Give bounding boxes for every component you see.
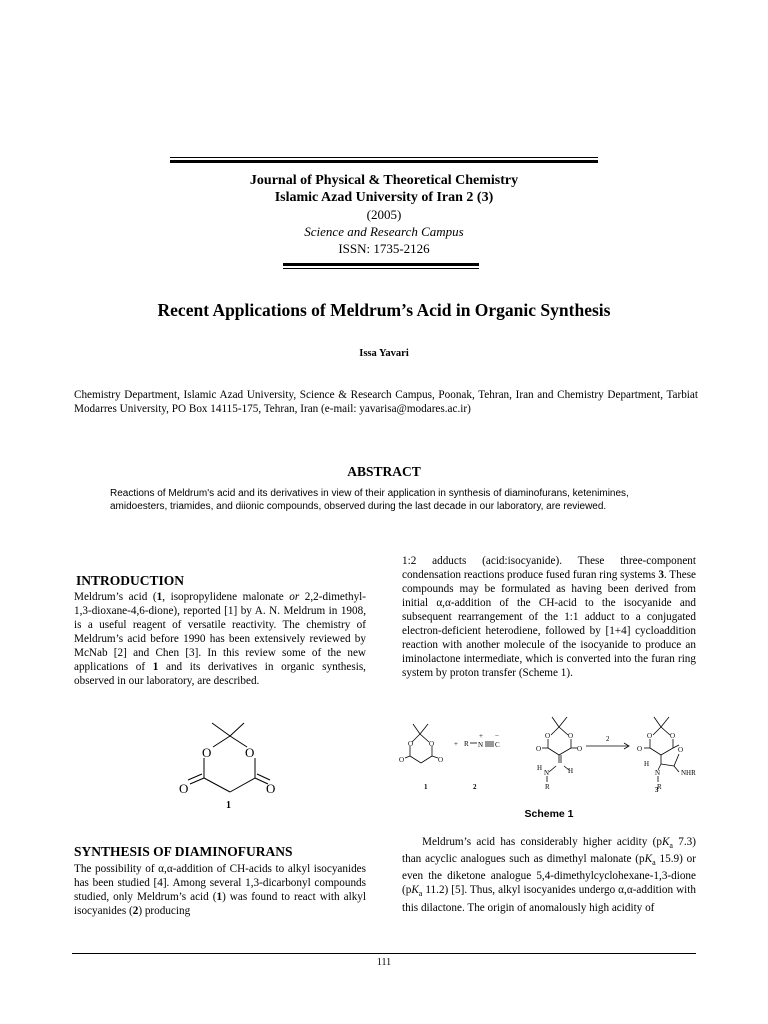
compound-ref: 2: [132, 904, 139, 917]
scheme-caption: Scheme 1: [524, 808, 574, 820]
header-rule-top-thin: [170, 157, 598, 158]
plus-sign: +: [454, 740, 458, 748]
compound-ref: 3: [658, 568, 664, 581]
charge-negative: −: [495, 732, 499, 740]
atom-hydrogen: H: [644, 760, 650, 768]
bond: [674, 754, 679, 766]
diaminofurans-body: [74, 863, 366, 919]
right-column-text-top: [402, 555, 696, 681]
atom-oxygen: O: [678, 746, 684, 754]
atom-oxygen: O: [266, 781, 276, 796]
right-paragraph-1: 1:2 adducts (acid:isocyanide). These three-component condensation reactions produce fused furan ring systems 3. These compounds may be formulated as having been derived from initial α,α-addition of the CH-acid to the isocyanide and subsequent rearrangement of the 1:1 adduct to a conjugated electron-deficient heterodiene, followed by [1+4] cycloaddition reaction with another molecule of the isocyanide to produce an iminolactone intermediate, which is converted into the furan ring system by proton transfer (Scheme 1).: [402, 555, 697, 679]
page-number: 111: [376, 957, 392, 968]
atom-oxygen: O: [202, 745, 212, 760]
header-rule-bottom-thin: [283, 268, 479, 269]
journal-name: Journal of Physical & Theoretical Chemistry: [249, 173, 519, 188]
bond: [661, 764, 674, 766]
atom-hydrogen: H: [568, 767, 574, 775]
bond: [412, 734, 420, 742]
atom-oxygen: O: [670, 732, 676, 740]
atom-nitrogen: N: [544, 769, 550, 777]
right-column-text-bottom: [402, 836, 696, 915]
journal-header: [168, 172, 600, 257]
journal-campus: Science and Research Campus: [304, 224, 464, 239]
bond: [230, 723, 244, 736]
compound-label: 2: [473, 783, 477, 791]
abstract-heading: ABSTRACT: [347, 464, 421, 479]
bond: [257, 774, 270, 780]
bond: [212, 723, 230, 736]
article-title: Recent Applications of Meldrum’s Acid in Organic Synthesis: [157, 300, 611, 320]
bond: [190, 778, 204, 784]
introduction-body: [74, 591, 366, 689]
bond: [650, 748, 661, 755]
bond: [653, 727, 661, 735]
diaminofurans-heading: SYNTHESIS OF DIAMINOFURANS: [74, 844, 293, 859]
bond: [661, 727, 670, 735]
atom-oxygen: O: [545, 732, 551, 740]
introduction-paragraph: Meldrum’s acid (1, isopropylidene malonate or 2,2-dimethyl-1,3-dioxane-4,6-dione), reported [1] by A. N. Meldrum in 1908, is a useful reagent of versatile reactivity. The chemistry of Meldrum’s acid before 1990 has been extensively reviewed by McNab [2] and Chen [3]. In this review some of the new applications of 1 and its derivatives in organic synthesis, observed in our laboratory, are described.: [74, 591, 366, 687]
atom-oxygen: O: [568, 732, 574, 740]
abstract-text: Reactions of Meldrum's acid and its derivatives in view of their application in synthesis of diaminofurans, ketenimines, amidoesters, triamides, and diionic compounds, observed during the last decade in our laboratory, are reviewed.: [110, 488, 629, 513]
article-author: Issa Yavari: [359, 348, 409, 359]
compound-label: 3: [655, 786, 659, 794]
atom-oxygen: O: [536, 745, 542, 753]
journal-issn: ISSN: 1735-2126: [338, 241, 430, 256]
bond: [559, 717, 567, 727]
scheme-1-diagram: [396, 710, 701, 800]
compound-label: 1: [424, 783, 428, 791]
atom-oxygen: O: [438, 756, 444, 764]
atom-r: R: [464, 740, 469, 748]
bond: [548, 748, 559, 755]
diaminofurans-paragraph: The possibility of α,α-addition of CH-acids to alkyl isocyanides has been studied [4]. Among several 1,3-dicarbonyl compounds studied, only Meldrum’s acid (1) was found to react with alkyl isocyanides (2) producing: [74, 863, 366, 917]
bond: [661, 717, 669, 727]
compound-ref: 1: [216, 890, 223, 903]
compound-ref: 1: [152, 660, 159, 673]
atom-r: R: [657, 783, 662, 791]
compound-label: 1: [226, 800, 231, 811]
bond: [421, 756, 432, 763]
article-affiliation: Chemistry Department, Islamic Azad University, Science & Research Campus, Poonak, Tehran, Iran and Chemistry Department, Tarbiat Modarres University, PO Box 14115-175, Tehran, Iran (e-mail: yavarisa@modares.ac.ir): [74, 389, 698, 415]
bond: [674, 766, 679, 772]
group-nhr: NHR: [681, 769, 696, 777]
bond: [654, 717, 661, 727]
bond: [559, 748, 571, 755]
atom-carbon: C: [495, 741, 500, 749]
bond: [188, 774, 202, 780]
bond: [661, 748, 673, 755]
bond: [204, 778, 230, 792]
charge-positive: +: [479, 732, 483, 740]
atom-oxygen: O: [179, 781, 189, 796]
atom-r: R: [545, 783, 550, 791]
atom-oxygen: O: [408, 740, 414, 748]
bond: [413, 724, 420, 734]
right-paragraph-2: Meldrum’s acid has considerably higher acidity ($pK_a$ 7.3) than acyclic analogues such as dimethyl malonate ($pK_a$ 15.9) or even the diketone analogue 5,4-dimethylcyclohexane-1,3-dione ($pK_a$ 11.2) [5]. Thus, alkyl isocyanides undergo α,α-addition with this dilactone. The origin of anomalously high acidity of: [402, 836, 697, 914]
atom-oxygen: O: [429, 740, 435, 748]
bond: [230, 778, 255, 792]
bond: [559, 727, 568, 735]
bond: [420, 734, 429, 742]
introduction-heading: INTRODUCTION: [76, 573, 185, 588]
structure-meldrums-acid: [160, 718, 300, 818]
journal-year: (2005): [366, 207, 402, 222]
atom-oxygen: O: [647, 732, 653, 740]
bond: [549, 766, 556, 772]
atom-nitrogen: N: [655, 769, 661, 777]
bond: [213, 736, 230, 747]
arrow-label: 2: [606, 735, 610, 743]
atom-oxygen: O: [245, 745, 255, 760]
header-rule-top-thick: [170, 160, 598, 163]
bond: [405, 756, 410, 758]
atom-oxygen: O: [637, 745, 643, 753]
atom-oxygen: O: [399, 756, 405, 764]
journal-university: Islamic Azad University of Iran 2 (3): [274, 190, 494, 205]
atom-oxygen: O: [577, 745, 583, 753]
bond: [552, 717, 559, 727]
atom-hydrogen: H: [537, 764, 543, 772]
compound-ref: 1: [156, 591, 163, 603]
bond: [420, 724, 428, 734]
atom-nitrogen: N: [478, 741, 484, 749]
footer-rule: [72, 953, 696, 954]
bond: [551, 727, 559, 735]
header-rule-bottom-thick: [283, 263, 479, 266]
bond: [410, 756, 421, 763]
